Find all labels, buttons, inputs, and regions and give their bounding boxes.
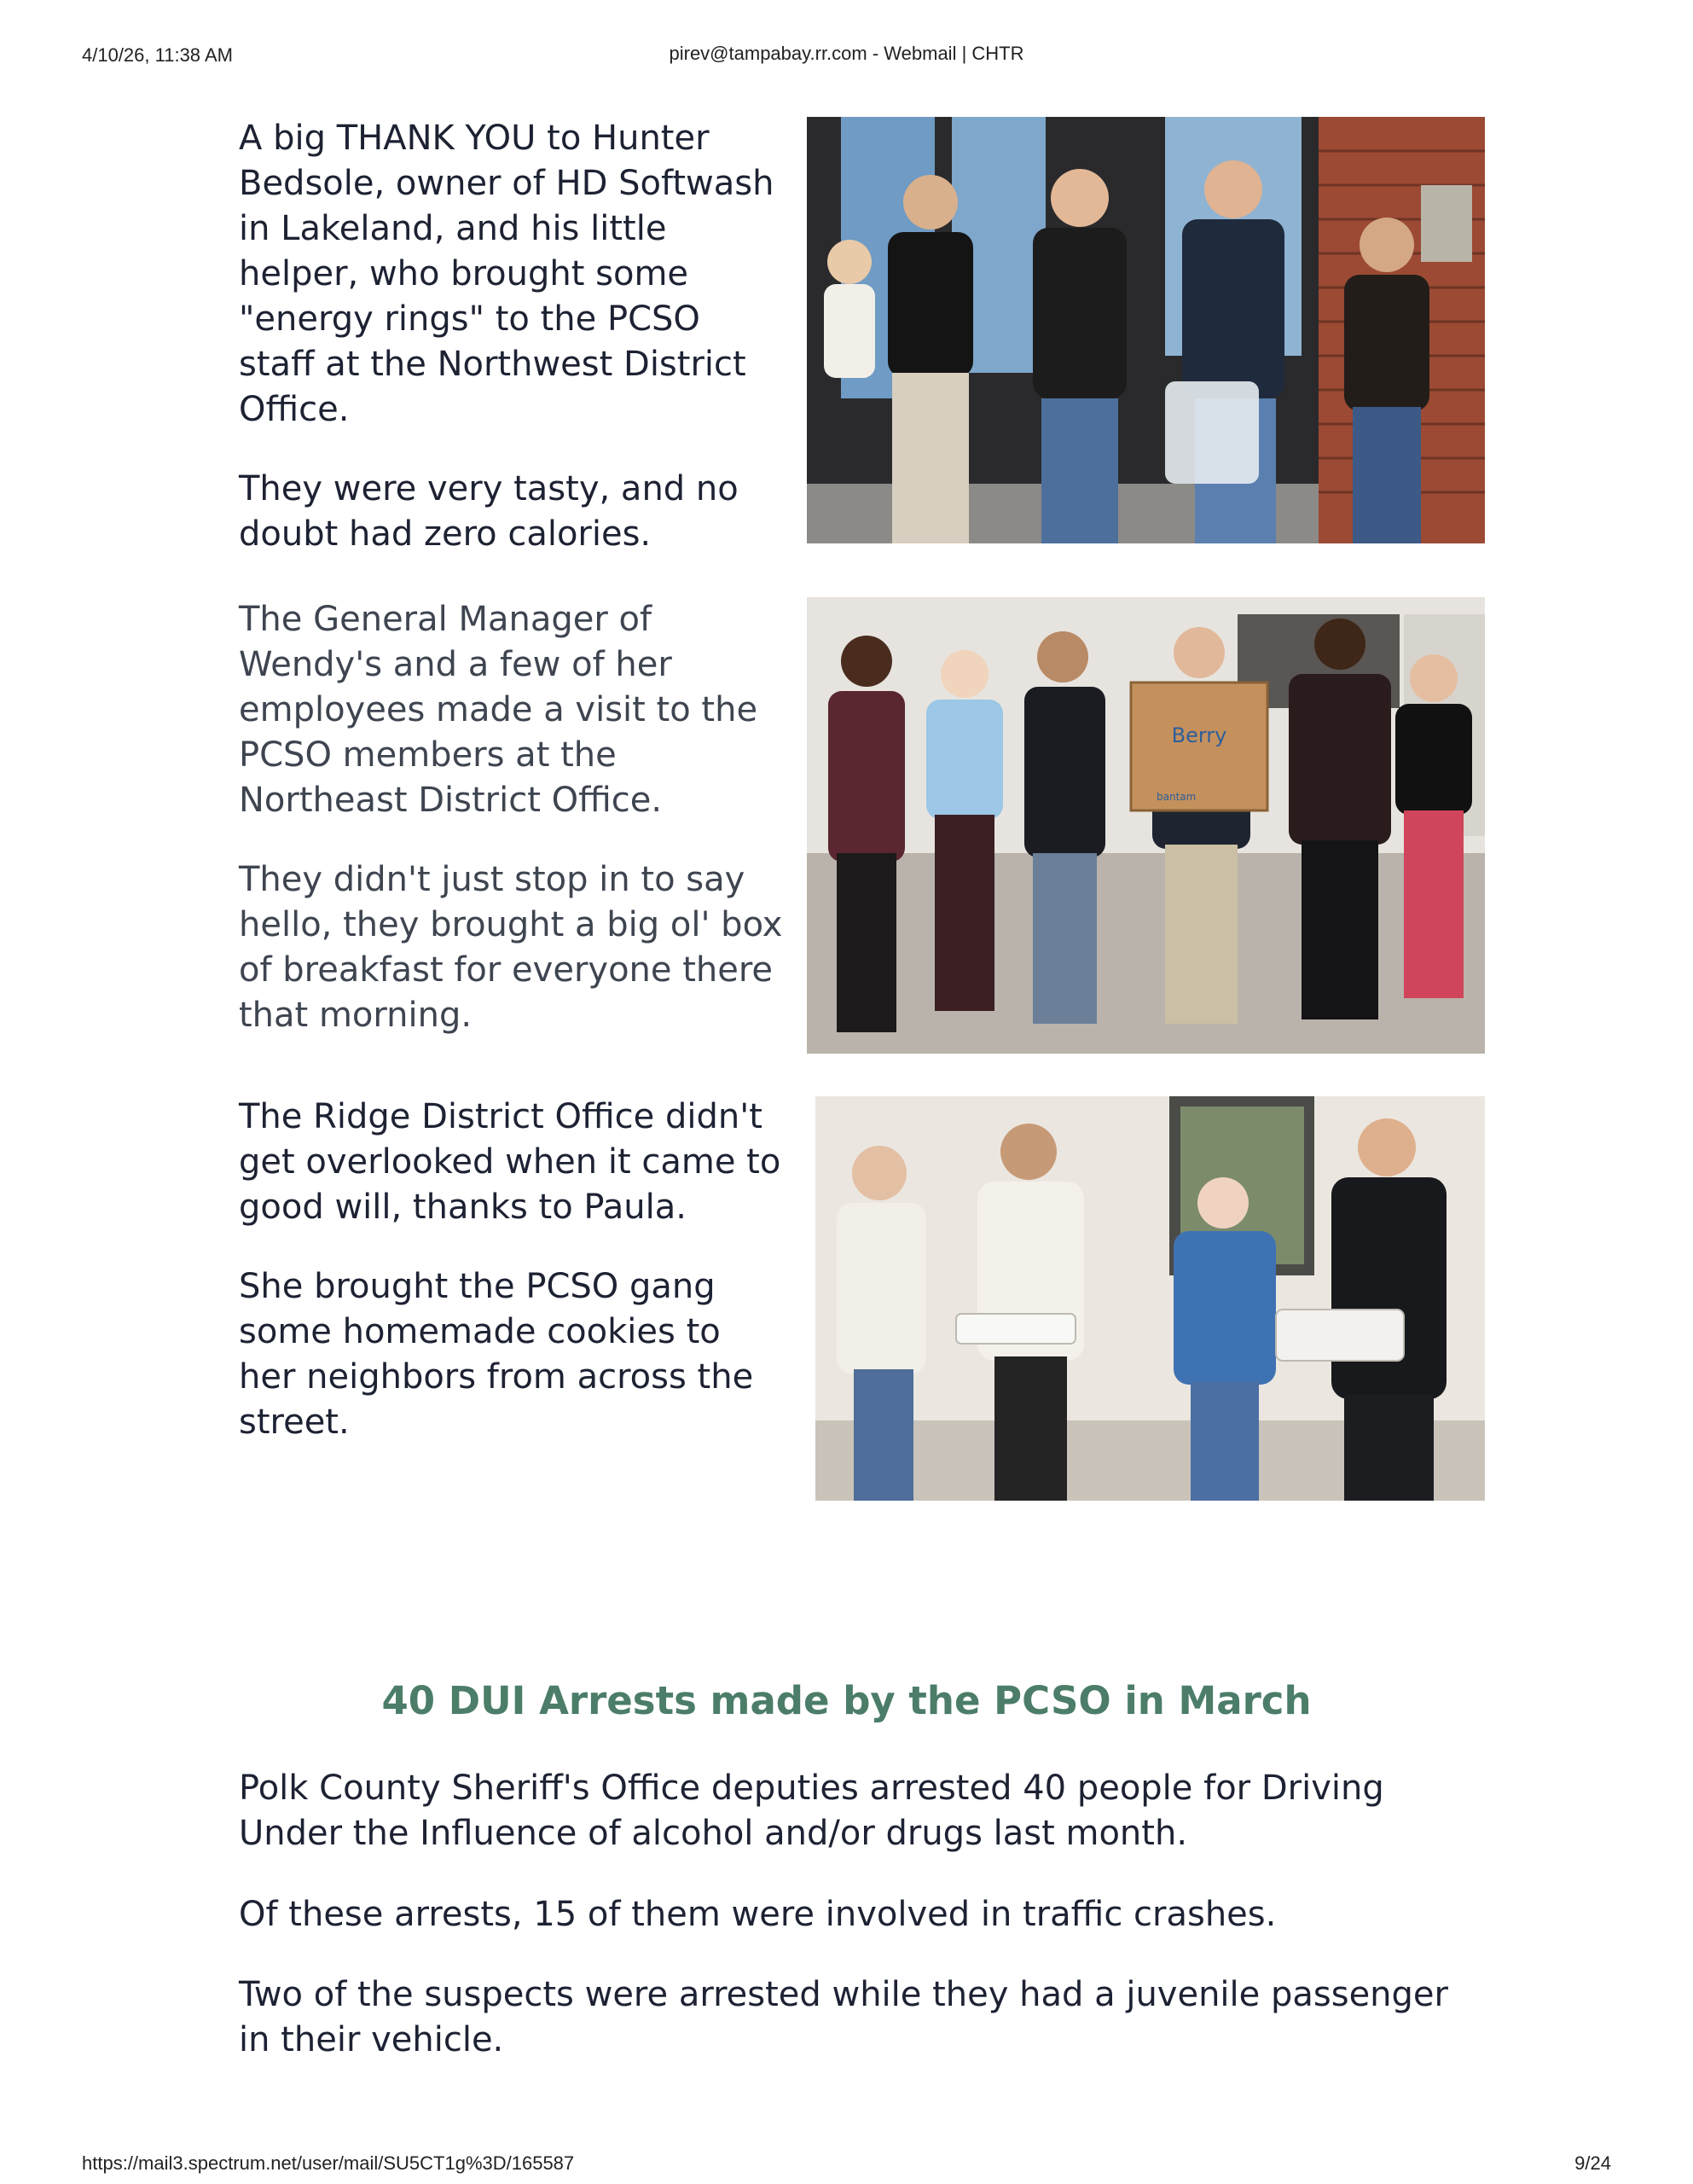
photo-northwest-district bbox=[807, 117, 1485, 543]
print-footer-url: https://mail3.spectrum.net/user/mail/SU5CT1g%3D/165587 bbox=[82, 2152, 575, 2174]
story-paragraph: She brought the PCSO gang some homemade cookies to her neighbors from across the street. bbox=[239, 1267, 754, 1442]
story-northeast-text bbox=[239, 597, 785, 1038]
dui-paragraph-2: Of these arrests, 15 of them were involved in traffic crashes. bbox=[239, 1895, 1277, 1934]
print-page-number: 9/24 bbox=[1574, 2152, 1611, 2174]
print-page-title: pirev@tampabay.rr.com - Webmail | CHTR bbox=[669, 43, 1024, 64]
story-paragraph: They were very tasty, and no doubt had zero calories. bbox=[239, 469, 739, 554]
dui-paragraph-3: Two of the suspects were arrested while they had a juvenile passenger in their vehicle. bbox=[239, 1975, 1448, 2059]
dui-paragraph-1: Polk County Sheriff's Office deputies arrested 40 people for Driving Under the Influence of alcohol and/or drugs last month. bbox=[239, 1769, 1384, 1853]
story-northwest-text bbox=[239, 116, 785, 557]
box-brand-label: Berry bbox=[1171, 723, 1227, 747]
story-paragraph: They didn't just stop in to say hello, they brought a big ol' box of breakfast for everyone there that morning. bbox=[239, 860, 783, 1035]
story-paragraph: The Ridge District Office didn't get overlooked when it came to good will, thanks to Paula. bbox=[239, 1097, 781, 1227]
box-logo-label: bantam bbox=[1157, 791, 1197, 803]
story-ridge-text bbox=[239, 1095, 785, 1445]
photo-northeast-district bbox=[807, 597, 1485, 1054]
section-heading-dui: 40 DUI Arrests made by the PCSO in March bbox=[381, 1678, 1312, 1723]
story-paragraph: A big THANK YOU to Hunter Bedsole, owner of HD Softwash in Lakeland, and his little helper, who brought some "energy rings" to the PCSO staff at the Northwest District Office. bbox=[239, 119, 774, 429]
story-paragraph: The General Manager of Wendy's and a few of her employees made a visit to the PCSO members at the Northeast District Office. bbox=[239, 600, 758, 820]
photo-ridge-district bbox=[815, 1096, 1485, 1501]
print-datetime: 4/10/26, 11:38 AM bbox=[82, 44, 233, 66]
